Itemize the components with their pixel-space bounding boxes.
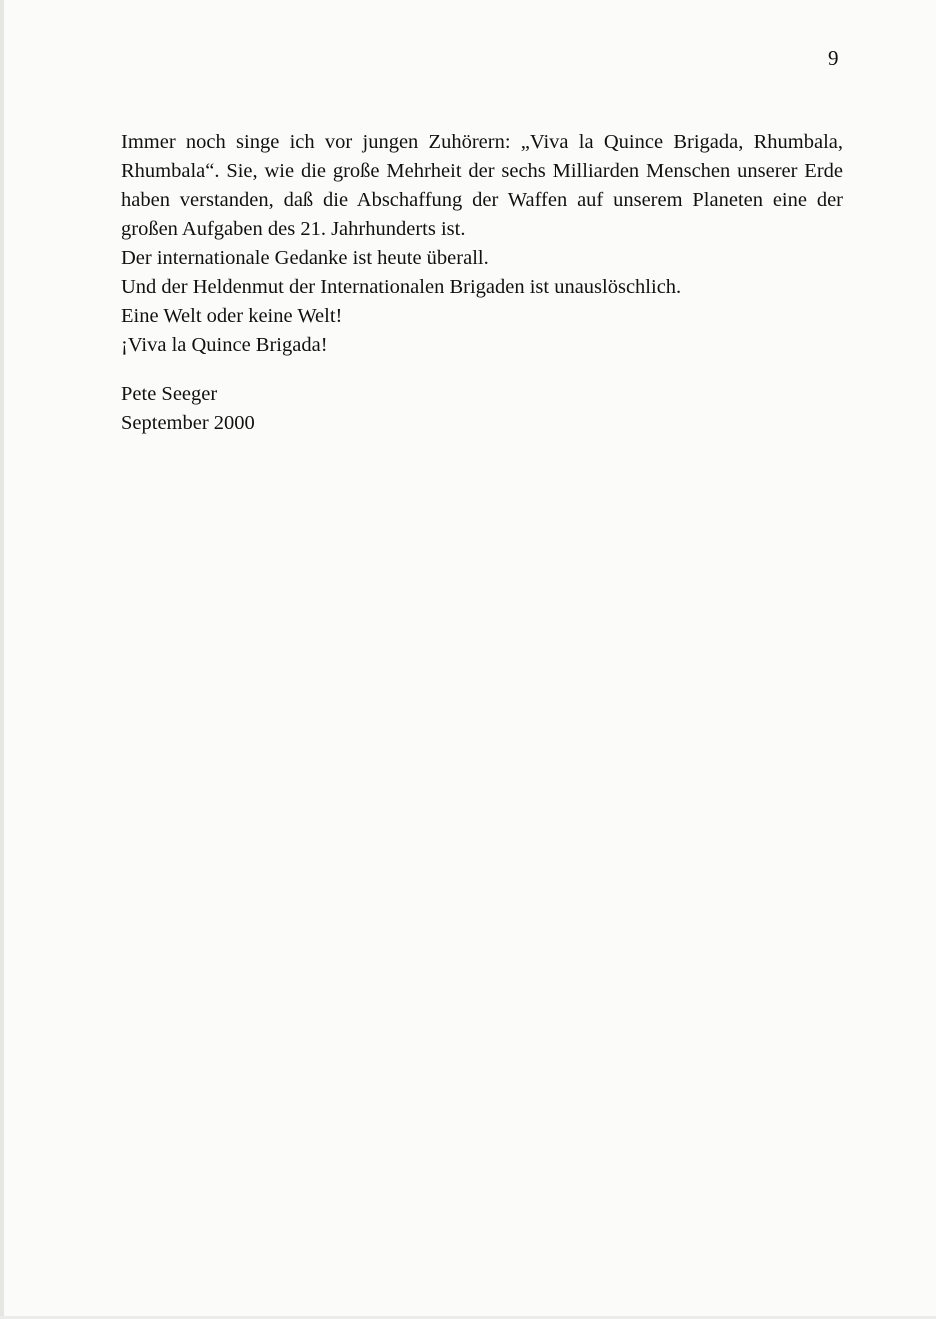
opening-paragraph: Immer noch singe ich vor jungen Zuhörern: „Viva la Quince Brigada, Rhumbala, Rhumbala“. Sie, wie die große Mehrheit der sechs Milliarden Menschen unserer Erde haben verstanden, daß die Abschaffung der Waffen auf unserem Planeten eine der großen Aufgaben des 21. Jahrhunderts ist. bbox=[121, 131, 843, 240]
text-line-viva: ¡Viva la Quince Brigada! bbox=[121, 334, 328, 356]
text-line-one-world: Eine Welt oder keine Welt! bbox=[121, 305, 343, 327]
author-name: Pete Seeger bbox=[121, 383, 218, 405]
page-edge-shadow bbox=[0, 0, 4, 1319]
body-text bbox=[121, 128, 843, 438]
text-line-international-idea: Der internationale Gedanke ist heute überall. bbox=[121, 247, 489, 269]
signature-date: September 2000 bbox=[121, 412, 255, 434]
text-line-heroism: Und der Heldenmut der Internationalen Brigaden ist unauslöschlich. bbox=[121, 276, 682, 298]
signature-block bbox=[121, 380, 843, 438]
page-number: 9 bbox=[828, 46, 839, 70]
